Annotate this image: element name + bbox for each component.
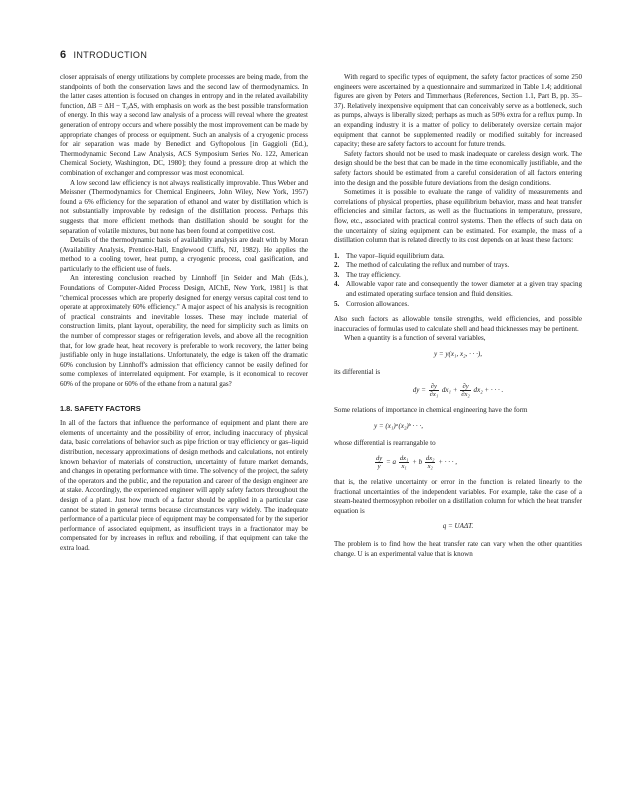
paragraph: its differential is: [334, 367, 381, 376]
paragraph: When a quantity is a function of several variables,: [344, 334, 486, 343]
list-item: [334, 300, 582, 310]
paragraph: Safety factors should not be used to mask inadequate or careless design work. The design should be the best that can be made in the time economically justifiable, and the safety factors should be estimated from a careful consideration of all factors entering into the design and the possible future deviations from the design conditions.: [334, 149, 582, 187]
list-item: [334, 261, 582, 271]
eq-part: dy =: [412, 386, 426, 395]
paragraph: The problem is to find how the heat transfer rate can vary when the other quantities change. U is an experimental value that is known: [334, 539, 582, 558]
equation-differential: [334, 383, 582, 398]
denominator: ∂x₁: [429, 391, 439, 399]
paragraph: Details of the thermodynamic basis of availability analysis are dealt with by Moran (Availability Analysis, Prentice-Hall, Englewood Cliffs, NJ, 1982). He applies the method to a cooling tower, heat pump, a cryogenic process, coal gasification, and particularly to the efficient use of fuels.: [60, 236, 308, 273]
paragraph: A low second law efficiency is not always realistically improvable. Thus Weber and Meissner (Thermodynamics for Chemical Engineers, John Wiley, New York, 1957) found a 6% efficiency for the separation of ethanol and water by distillation which is not substantially improvable by redesign of the distillation process. Perhaps this suggests that more efficient methods than distillation should be sought for the separation of volatile mixtures, but none has been found at competitive cost.: [60, 178, 308, 235]
numerator: dx₂: [425, 455, 435, 462]
list-item: [334, 280, 582, 299]
paragraph: Also such factors as allowable tensile strengths, weld efficiencies, and possible inaccuracies of formulas used to calculate shell and head thicknesses may be pertinent.: [334, 315, 582, 333]
denominator: ∂x₂: [461, 391, 470, 399]
list-number: 5.: [334, 299, 340, 308]
eq-part: dx₁ +: [441, 386, 458, 395]
list-item: [334, 252, 582, 262]
paragraph: An interesting conclusion reached by Linnhoff [in Seider and Mah (Eds.), Foundations of Computer-Aided Process Design, AIChE, New York, 1981] is that "chemical processes which are properly designed for energy versus capital cost tend to operate at approximately 60% efficiency." A major aspect of his analysis is recognition of practical constraints and inevitable losses. These may include material of construction limits, plant layout, operability, the need for simplicity such as limits on the number of compressor stages or refrigeration levels, and above all the recognition that, for low grade heat, heat recovery is preferable to work recovery, the latter being justifiable only in huge installations. Unfortunately, the edge is taken off the dramatic 60% conclusion by Linnhoff's admission that efficiency cannot be easily defined for some complexes of interrelated equipment. For example, is it economical to recover 60% of the propane or 60% of the ethane from a natural gas?: [60, 274, 308, 388]
list-number: 4.: [334, 280, 340, 289]
paragraph: closer appraisals of energy utilizations by complete processes are being made, from the standpoints of both the conservation laws and the second law of thermodynamics. In the latter cases attention is focused on changes in entropy and in the related availability function, ΔB = ΔH − T₀ΔS, with emphasis on work as the best possible transformation of energy. In this way a second law analysis of a process will reveal where the greatest generation of entropy occurs and where possibly the most improvement can be made by appropriate changes of process or equipment. Such an analysis of a cryogenic process for air separation was made by Benedict and Gyftopolous [in Gaggioli (Ed.), Thermodynamic Second Law Analysis, ACS Symposium Series No. 122, American Chemical Society, Washington, DC, 1980]; they found a pressure drop at which the combination of exchanger and compressor was most economical.: [60, 73, 308, 177]
fraction: [425, 455, 436, 470]
numerator: ∂y: [460, 383, 470, 391]
eq-part: + · · · ,: [438, 458, 458, 467]
eq-part: dx₂ + · · · .: [473, 386, 504, 395]
paragraph: Some relations of importance in chemical engineering have the form: [334, 406, 528, 415]
paragraph: With regard to specific types of equipment, the safety factor practices of some 250 engineers were ascertained by a questionnaire and summarized in Table 1.4; additional figures are given by Peters and Timmerhaus (References, Section 1.1, Part B, pp. 35–37). Relatively inexpensive equipment that can conceivably serve as a bottleneck, such as pumps, always is liberally sized; perhaps as much as 50% extra for a reflux pump. In an expanding industry it is a matter of policy to deliberately oversize certain major equipment that cannot be supplemented readily or modified suitably for increased capacity; these are safety factors to account for future trends.: [334, 73, 582, 149]
fraction: [429, 383, 439, 398]
numerator: dy: [376, 455, 383, 462]
equation: y = y(x₁, x₂, · · ·),: [434, 350, 482, 359]
denominator: x₁: [401, 463, 407, 470]
list-number: 3.: [334, 270, 340, 279]
list-text: Allowable vapor rate and consequently the tower diameter at a given tray spacing and estimated operating surface tension and fluid densities.: [346, 280, 582, 299]
equation: q = UAΔT.: [442, 522, 474, 531]
left-column: [60, 73, 308, 554]
list-number: 1.: [334, 251, 340, 260]
paragraph: that is, the relative uncertainty or error in the function is related linearly to the fractional uncertainties of the independent variables. For example, take the case of a steam-heated thermosyphon reboiler on a distillation column for which the heat transfer equation is: [334, 478, 582, 515]
paragraph: In all of the factors that influence the performance of equipment and plant there are elements of uncertainty and the possibility of error, including inaccuracy of physical data, basic correlations of behavior such as pipe friction or tray efficiency or gas–liquid distribution, necessary approximations of design methods and calculations, not entirely known behavior of materials of construction, uncertainty of future market demands, and changes in operating performance with time. The solvency of the project, the safety of the operators and the public, and the reputation and career of the design engineer are at stake. Accordingly, the experienced engineer will apply safety factors throughout the design of a plant. Just how much of a factor should be applied in a particular case cannot be stated in general terms because circumstances vary widely. The inadequate performance of a particular piece of equipment may be compensated for by the superior performance of associated equipment, as insufficient trays in a fractionator may be compensated for by increases in reflux and reboiling, if that equipment can take the extra load.: [60, 419, 308, 552]
equation: y = (x₁)ᵃ(x₂)ᵇ · · ·,: [374, 421, 423, 430]
running-title: INTRODUCTION: [73, 50, 148, 60]
list-number: 2.: [334, 261, 340, 270]
paragraph: Sometimes it is possible to evaluate the range of validity of measurements and correlations of physical properties, phase equilibrium behavior, mass and heat transfer efficiencies and similar factors, as well as the fluctuations in temperature, pressure, flow, etc., associated with practical control systems. Then the effects of such data on the uncertainty of sizing equipment can be estimated. For example, the mass of a distillation column that is related directly to its cost depends on at least these factors:: [334, 188, 582, 245]
denominator: x₂: [427, 463, 433, 470]
equation-relative: [334, 455, 582, 470]
list-text: Corrosion allowances.: [346, 299, 410, 308]
section-heading: 1.8. SAFETY FACTORS: [60, 403, 141, 413]
list-text: The method of calculating the reflux and number of trays.: [346, 261, 510, 270]
fraction: [399, 455, 410, 470]
right-column: [334, 73, 582, 559]
page-header: [60, 49, 147, 61]
fraction: [460, 383, 470, 398]
list-text: The vapor–liquid equilibrium data.: [346, 251, 445, 260]
numerator: ∂y: [429, 383, 439, 391]
denominator: y: [377, 463, 381, 470]
fraction: [375, 455, 383, 470]
list-item: [334, 271, 582, 281]
list-text: The tray efficiency.: [346, 270, 401, 279]
factor-list: [334, 252, 582, 310]
paragraph: whose differential is rearrangable to: [334, 439, 436, 448]
numerator: dx₁: [399, 455, 409, 462]
page-number: 6: [60, 49, 67, 61]
eq-part: = a: [386, 458, 397, 467]
eq-part: + b: [412, 458, 423, 467]
